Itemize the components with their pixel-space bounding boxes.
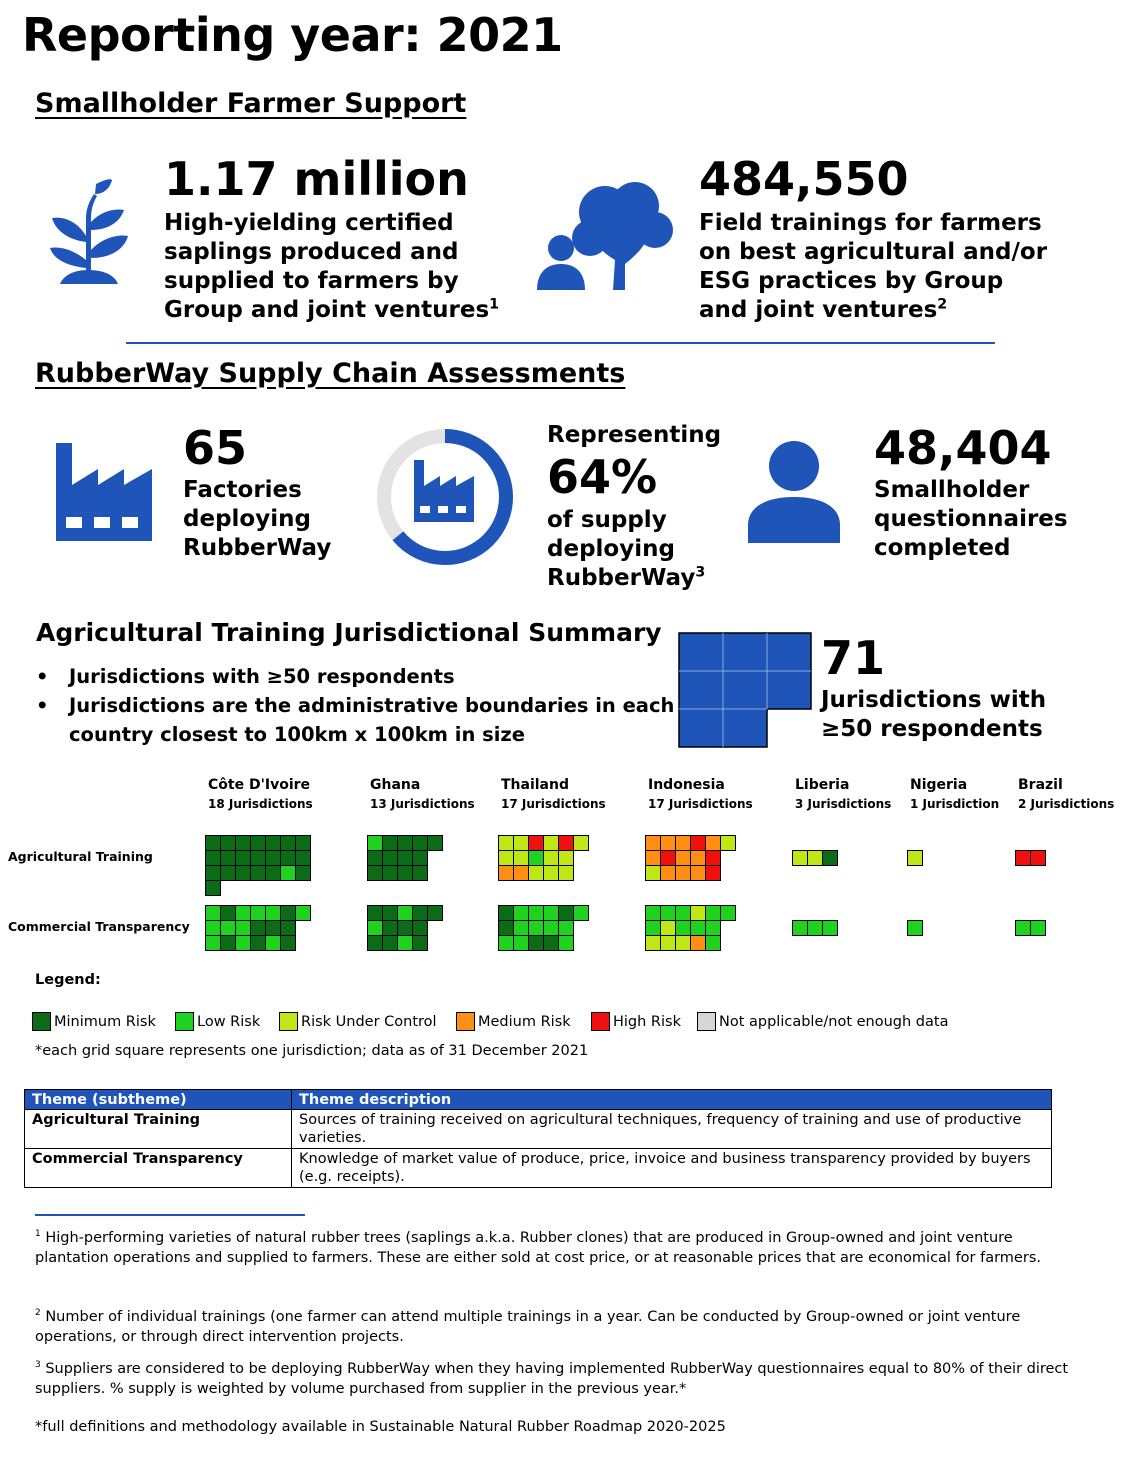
country-name-brazil: Brazil bbox=[1018, 777, 1063, 793]
legend-swatch bbox=[175, 1012, 194, 1031]
jurisdiction-cell bbox=[720, 935, 734, 949]
country-jurisdiction-count: 17 Jurisdictions bbox=[501, 797, 606, 811]
jurisdiction-cell bbox=[367, 920, 383, 936]
table-cell-theme: Commercial Transparency bbox=[25, 1149, 292, 1188]
page-title: Reporting year: 2021 bbox=[22, 8, 563, 62]
jurisdiction-cell bbox=[265, 905, 281, 921]
jurisdiction-cell bbox=[498, 835, 514, 851]
legend-note: *each grid square represents one jurisdiction; data as of 31 December 2021 bbox=[35, 1043, 589, 1059]
jurisdiction-cell bbox=[397, 920, 413, 936]
jurisdiction-cell bbox=[382, 905, 398, 921]
jurisdiction-cell bbox=[220, 920, 236, 936]
legend-item bbox=[697, 1012, 948, 1031]
jurisdiction-cell bbox=[205, 905, 221, 921]
jurisdiction-cell bbox=[690, 935, 706, 951]
grid-commercial-c-te-d-ivoire bbox=[205, 905, 310, 950]
jurisdiction-cell bbox=[528, 835, 544, 851]
jurisdiction-cell bbox=[235, 865, 251, 881]
jurisdiction-cell bbox=[1030, 850, 1046, 866]
jurisdiction-cell bbox=[660, 905, 676, 921]
jurisdiction-cell bbox=[1030, 920, 1046, 936]
jurisdiction-cell bbox=[907, 850, 923, 866]
jurisdiction-cell bbox=[720, 865, 734, 879]
questionnaires-description: Smallholder questionnaires completed bbox=[874, 477, 1068, 561]
jurisdiction-cell bbox=[280, 850, 296, 866]
trainings-value: 484,550 bbox=[699, 152, 909, 206]
jurisdiction-cell bbox=[250, 935, 266, 951]
grid-training-indonesia bbox=[645, 835, 735, 880]
table-cell-description: Sources of training received on agricultural techniques, frequency of training and use of productive varieties. bbox=[292, 1110, 1052, 1149]
saplings-value: 1.17 million bbox=[164, 152, 469, 206]
grid-training-c-te-d-ivoire bbox=[205, 835, 310, 895]
factory-ring-icon bbox=[374, 426, 516, 568]
jurisdiction-cell bbox=[235, 935, 251, 951]
jurisdiction-cell bbox=[690, 865, 706, 881]
jurisdiction-cell bbox=[705, 835, 721, 851]
legend-swatch bbox=[279, 1012, 298, 1031]
table-cell-description: Knowledge of market value of produce, price, invoice and business transparency provided by buyers (e.g. receipts). bbox=[292, 1149, 1052, 1188]
jurisdiction-cell bbox=[220, 835, 236, 851]
legend-swatch bbox=[456, 1012, 475, 1031]
jurisdiction-cell bbox=[528, 865, 544, 881]
jurisdiction-cell bbox=[367, 835, 383, 851]
jurisdiction-cell bbox=[397, 835, 413, 851]
jurisdiction-cell bbox=[645, 920, 661, 936]
jurisdiction-cell bbox=[265, 935, 281, 951]
jurisdiction-cell bbox=[807, 850, 823, 866]
jurisdiction-cell bbox=[205, 835, 221, 851]
table-header-theme: Theme (subtheme) bbox=[25, 1090, 292, 1110]
jurisdiction-cell bbox=[235, 920, 251, 936]
legend-item bbox=[32, 1012, 156, 1031]
factories-value: 65 bbox=[183, 421, 248, 475]
jurisdiction-cell bbox=[295, 920, 309, 934]
jurisdiction-cell bbox=[513, 935, 529, 951]
jurisdiction-cell bbox=[205, 865, 221, 881]
country-jurisdiction-count: 13 Jurisdictions bbox=[370, 797, 475, 811]
grid-training-thailand bbox=[498, 835, 588, 880]
jurisdiction-cell bbox=[427, 850, 441, 864]
section-divider bbox=[126, 342, 995, 344]
legend-label: Minimum Risk bbox=[54, 1013, 156, 1030]
legend-label: Medium Risk bbox=[478, 1013, 571, 1030]
jurisdiction-cell bbox=[250, 850, 266, 866]
jurisdiction-cell bbox=[205, 850, 221, 866]
country-jurisdiction-count: 18 Jurisdictions bbox=[208, 797, 313, 811]
jurisdiction-cell bbox=[412, 850, 428, 866]
jurisdiction-cell bbox=[427, 865, 441, 879]
jurisdiction-cell bbox=[573, 865, 587, 879]
supply-description: of supply deploying RubberWay$^3$ bbox=[547, 507, 706, 591]
jurisdiction-cell bbox=[220, 865, 236, 881]
jurisdiction-cell bbox=[660, 850, 676, 866]
jurisdiction-cell bbox=[705, 850, 721, 866]
jurisdiction-cell bbox=[412, 865, 428, 881]
bullet-respondents: Jurisdictions with ≥50 respondents bbox=[69, 665, 455, 688]
legend-heading: Legend: bbox=[35, 972, 101, 988]
jurisdiction-cell bbox=[690, 905, 706, 921]
table-cell-theme: Agricultural Training bbox=[25, 1110, 292, 1149]
jurisdiction-cell bbox=[412, 935, 428, 951]
jurisdiction-cell bbox=[675, 935, 691, 951]
jurisdiction-cell bbox=[280, 835, 296, 851]
jurisdiction-cell bbox=[573, 850, 587, 864]
jurisdiction-cell bbox=[205, 920, 221, 936]
jurisdiction-cell bbox=[220, 935, 236, 951]
jurisdiction-cell bbox=[397, 865, 413, 881]
jurisdiction-cell bbox=[573, 905, 589, 921]
supply-value: 64% bbox=[547, 450, 658, 504]
jurisdiction-cell bbox=[367, 905, 383, 921]
jurisdiction-cell bbox=[382, 835, 398, 851]
country-jurisdiction-count: 1 Jurisdiction bbox=[910, 797, 1000, 811]
legend-label: Low Risk bbox=[197, 1013, 261, 1030]
table-row bbox=[25, 1149, 1052, 1188]
jurisdiction-cell bbox=[705, 905, 721, 921]
jurisdiction-cell bbox=[427, 935, 441, 949]
country-jurisdiction-count: 2 Jurisdictions bbox=[1018, 797, 1115, 811]
jurisdiction-cell bbox=[250, 835, 266, 851]
jurisdiction-cell bbox=[720, 905, 736, 921]
jurisdiction-cell bbox=[720, 920, 734, 934]
legend-item bbox=[591, 1012, 681, 1031]
jurisdiction-cell bbox=[280, 865, 296, 881]
rubberway-heading: RubberWay Supply Chain Assessments bbox=[35, 358, 626, 389]
jurisdiction-cell bbox=[265, 835, 281, 851]
jurisdiction-cell bbox=[235, 835, 251, 851]
jurisdiction-cell bbox=[645, 905, 661, 921]
jurisdiction-cell bbox=[513, 905, 529, 921]
jurisdiction-cell bbox=[412, 835, 428, 851]
jurisdiction-cell bbox=[690, 835, 706, 851]
jurisdiction-cell bbox=[543, 850, 559, 866]
jurisdiction-cell bbox=[675, 850, 691, 866]
jurisdiction-cell bbox=[427, 905, 443, 921]
jurisdiction-cell bbox=[382, 920, 398, 936]
questionnaires-value: 48,404 bbox=[874, 421, 1052, 475]
jurisdiction-cell bbox=[690, 920, 706, 936]
footnote-ref-1: 1 bbox=[489, 296, 500, 313]
jurisdiction-cell bbox=[807, 920, 823, 936]
jurisdiction-cell bbox=[412, 905, 428, 921]
table-header-description: Theme description bbox=[292, 1090, 1052, 1110]
bullet-boundaries-line2: country closest to 100km x 100km in size bbox=[69, 723, 526, 746]
row-label-commercial-transparency: Commercial Transparency bbox=[8, 919, 190, 934]
table-row bbox=[25, 1110, 1052, 1149]
jurisdiction-cell bbox=[498, 865, 514, 881]
jurisdiction-cell bbox=[250, 905, 266, 921]
jurisdiction-cell bbox=[427, 920, 441, 934]
jurisdiction-cell bbox=[397, 935, 413, 951]
country-name-indonesia: Indonesia bbox=[648, 777, 725, 793]
jurisdiction-cell bbox=[660, 935, 676, 951]
jurisdiction-cell bbox=[295, 865, 311, 881]
jurisdiction-cell bbox=[558, 865, 574, 881]
country-name-nigeria: Nigeria bbox=[910, 777, 968, 793]
jurisdiction-cell bbox=[675, 920, 691, 936]
footnote-1: $^1$ High-performing varieties of natural rubber trees (saplings a.k.a. Rubber clones) that are produced in Group-owned and joint venture plantation operations and supplied to farmers. These are either sold at cost price, or at reasonable prices that are economical for farmers. bbox=[35, 1229, 1041, 1266]
footnote-divider bbox=[35, 1214, 305, 1216]
grid-training-nigeria bbox=[907, 850, 922, 865]
jurisdiction-cell bbox=[280, 920, 296, 936]
legend-swatch bbox=[697, 1012, 716, 1031]
jurisdiction-cell bbox=[367, 935, 383, 951]
jurisdiction-cell bbox=[265, 850, 281, 866]
footnote-ref-3: 3 bbox=[695, 564, 706, 581]
jurisdiction-cell bbox=[250, 865, 266, 881]
jurisdiction-cell bbox=[543, 865, 559, 881]
table-header-row bbox=[25, 1090, 1052, 1110]
supply-representing-label: Representing bbox=[547, 422, 722, 448]
footnote-general: *full definitions and methodology available in Sustainable Natural Rubber Roadmap 2020-2025 bbox=[35, 1419, 726, 1435]
jurisdiction-cell bbox=[382, 850, 398, 866]
jurisdiction-cell bbox=[675, 905, 691, 921]
jurisdiction-cell bbox=[645, 835, 661, 851]
legend-item bbox=[279, 1012, 437, 1031]
jurisdiction-cell bbox=[528, 935, 544, 951]
jurisdiction-cell bbox=[792, 850, 808, 866]
bullet-boundaries-line1: Jurisdictions are the administrative boundaries in each bbox=[69, 694, 675, 717]
jurisdiction-cell bbox=[690, 850, 706, 866]
jurisdiction-cell bbox=[528, 850, 544, 866]
factories-description: Factories deploying RubberWay bbox=[183, 477, 332, 561]
jurisdiction-cell bbox=[675, 865, 691, 881]
footnote-ref-2: 2 bbox=[937, 296, 948, 313]
jurisdiction-cell bbox=[573, 835, 589, 851]
jurisdiction-cell bbox=[498, 850, 514, 866]
jurisdiction-cell bbox=[295, 835, 311, 851]
jurisdiction-cell bbox=[280, 905, 296, 921]
jurisdiction-cell bbox=[412, 920, 428, 936]
jurisdiction-cell bbox=[265, 920, 281, 936]
jurisdiction-cell bbox=[720, 835, 736, 851]
jurisdiction-cell bbox=[528, 920, 544, 936]
saplings-description: High-yielding certified saplings produced and supplied to farmers by Group and joint ventures$^1$ bbox=[164, 210, 500, 323]
jurisdiction-cell bbox=[558, 835, 574, 851]
jurisdiction-cell bbox=[367, 865, 383, 881]
jurisdiction-cell bbox=[660, 865, 676, 881]
jurisdiction-cell bbox=[675, 835, 691, 851]
jurisdiction-cell bbox=[543, 935, 559, 951]
legend-item bbox=[175, 1012, 260, 1031]
jurisdiction-cell bbox=[295, 850, 311, 866]
legend-label: High Risk bbox=[613, 1013, 681, 1030]
jurisdiction-cell bbox=[543, 835, 559, 851]
jurisdiction-cell bbox=[205, 935, 221, 951]
jurisdiction-cell bbox=[265, 865, 281, 881]
jurisdiction-cell bbox=[513, 835, 529, 851]
total-jurisdictions-value: 71 bbox=[821, 631, 886, 685]
grid-commercial-liberia bbox=[792, 920, 837, 935]
jurisdiction-cell bbox=[1015, 920, 1031, 936]
jurisdiction-cell bbox=[513, 850, 529, 866]
grid-commercial-brazil bbox=[1015, 920, 1045, 935]
grid-training-ghana bbox=[367, 835, 442, 880]
jurisdiction-cell bbox=[1015, 850, 1031, 866]
jurisdiction-cell bbox=[498, 920, 514, 936]
footnote-2: $^2$ Number of individual trainings (one farmer can attend multiple trainings in a year. Can be conducted by Group-owned or joint venture operations, or through direct intervention projects. bbox=[35, 1308, 1021, 1345]
legend-swatch bbox=[32, 1012, 51, 1031]
summary-bullets: • Jurisdictions with ≥50 respondents • Jurisdictions are the administrative boundaries in each country closest to 100km x 100km in size bbox=[36, 662, 674, 749]
jurisdiction-cell bbox=[792, 920, 808, 936]
jurisdiction-cell bbox=[498, 935, 514, 951]
jurisdiction-cell bbox=[645, 850, 661, 866]
jurisdiction-cell bbox=[513, 920, 529, 936]
jurisdiction-cell bbox=[382, 865, 398, 881]
jurisdiction-cell bbox=[280, 935, 296, 951]
jurisdiction-cell bbox=[705, 865, 721, 881]
jurisdiction-cell bbox=[558, 850, 574, 866]
jurisdiction-cell bbox=[528, 905, 544, 921]
country-name-liberia: Liberia bbox=[795, 777, 850, 793]
jurisdiction-cell bbox=[295, 935, 309, 949]
jurisdiction-cell bbox=[205, 880, 221, 896]
jurisdiction-cell bbox=[558, 905, 574, 921]
jurisdiction-cell bbox=[397, 850, 413, 866]
grid-commercial-nigeria bbox=[907, 920, 922, 935]
grid-training-liberia bbox=[792, 850, 837, 865]
jurisdiction-cell bbox=[705, 920, 721, 936]
country-jurisdiction-count: 3 Jurisdictions bbox=[795, 797, 892, 811]
seedling-icon bbox=[48, 178, 130, 286]
jurisdiction-cell bbox=[513, 865, 529, 881]
jurisdiction-cell bbox=[558, 935, 574, 951]
person-icon bbox=[746, 441, 842, 543]
jurisdiction-cell bbox=[558, 920, 574, 936]
legend-item bbox=[456, 1012, 571, 1031]
jurisdiction-cell bbox=[573, 935, 587, 949]
country-name-thailand: Thailand bbox=[501, 777, 569, 793]
jurisdiction-cell bbox=[822, 850, 838, 866]
jurisdiction-grid-icon bbox=[678, 632, 812, 748]
jurisdiction-cell bbox=[220, 850, 236, 866]
total-jurisdictions-description: Jurisdictions with ≥50 respondents bbox=[821, 687, 1047, 742]
jurisdiction-cell bbox=[397, 905, 413, 921]
summary-heading: Agricultural Training Jurisdictional Summary bbox=[36, 618, 662, 647]
row-label-agricultural-training: Agricultural Training bbox=[8, 849, 153, 864]
jurisdiction-cell bbox=[220, 905, 236, 921]
smallholder-heading: Smallholder Farmer Support bbox=[35, 88, 467, 119]
jurisdiction-cell bbox=[822, 920, 838, 936]
jurisdiction-cell bbox=[543, 920, 559, 936]
tree-person-icon bbox=[535, 178, 677, 292]
jurisdiction-cell bbox=[660, 835, 676, 851]
jurisdiction-cell bbox=[427, 835, 443, 851]
grid-training-brazil bbox=[1015, 850, 1045, 865]
jurisdiction-cell bbox=[660, 920, 676, 936]
jurisdiction-cell bbox=[907, 920, 923, 936]
jurisdiction-cell bbox=[295, 905, 311, 921]
jurisdiction-cell bbox=[498, 905, 514, 921]
jurisdiction-cell bbox=[235, 850, 251, 866]
jurisdiction-cell bbox=[382, 935, 398, 951]
jurisdiction-cell bbox=[645, 935, 661, 951]
jurisdiction-cell bbox=[705, 935, 721, 951]
grid-commercial-indonesia bbox=[645, 905, 735, 950]
jurisdiction-cell bbox=[543, 905, 559, 921]
trainings-description: Field trainings for farmers on best agricultural and/or ESG practices by Group and joint ventures$^2$ bbox=[699, 210, 1048, 323]
factory-icon bbox=[52, 441, 152, 541]
grid-commercial-thailand bbox=[498, 905, 588, 950]
legend-label: Risk Under Control bbox=[301, 1013, 437, 1030]
jurisdiction-cell bbox=[367, 850, 383, 866]
jurisdiction-cell bbox=[220, 880, 234, 894]
jurisdiction-cell bbox=[235, 905, 251, 921]
country-name-c-te-d-ivoire: Côte D'Ivoire bbox=[208, 777, 311, 793]
footnote-3: $^3$ Suppliers are considered to be deploying RubberWay when they having implemented RubberWay questionnaires equal to 80% of their direct suppliers. % supply is weighted by volume purchased from supplier in the previous year.* bbox=[35, 1360, 1069, 1397]
jurisdiction-cell bbox=[720, 850, 734, 864]
legend-swatch bbox=[591, 1012, 610, 1031]
jurisdiction-cell bbox=[250, 920, 266, 936]
legend-label: Not applicable/not enough data bbox=[719, 1013, 949, 1030]
jurisdiction-cell bbox=[645, 865, 661, 881]
country-jurisdiction-count: 17 Jurisdictions bbox=[648, 797, 753, 811]
jurisdiction-cell bbox=[573, 920, 587, 934]
grid-commercial-ghana bbox=[367, 905, 442, 950]
themes-table bbox=[24, 1089, 1052, 1188]
country-name-ghana: Ghana bbox=[370, 777, 421, 793]
